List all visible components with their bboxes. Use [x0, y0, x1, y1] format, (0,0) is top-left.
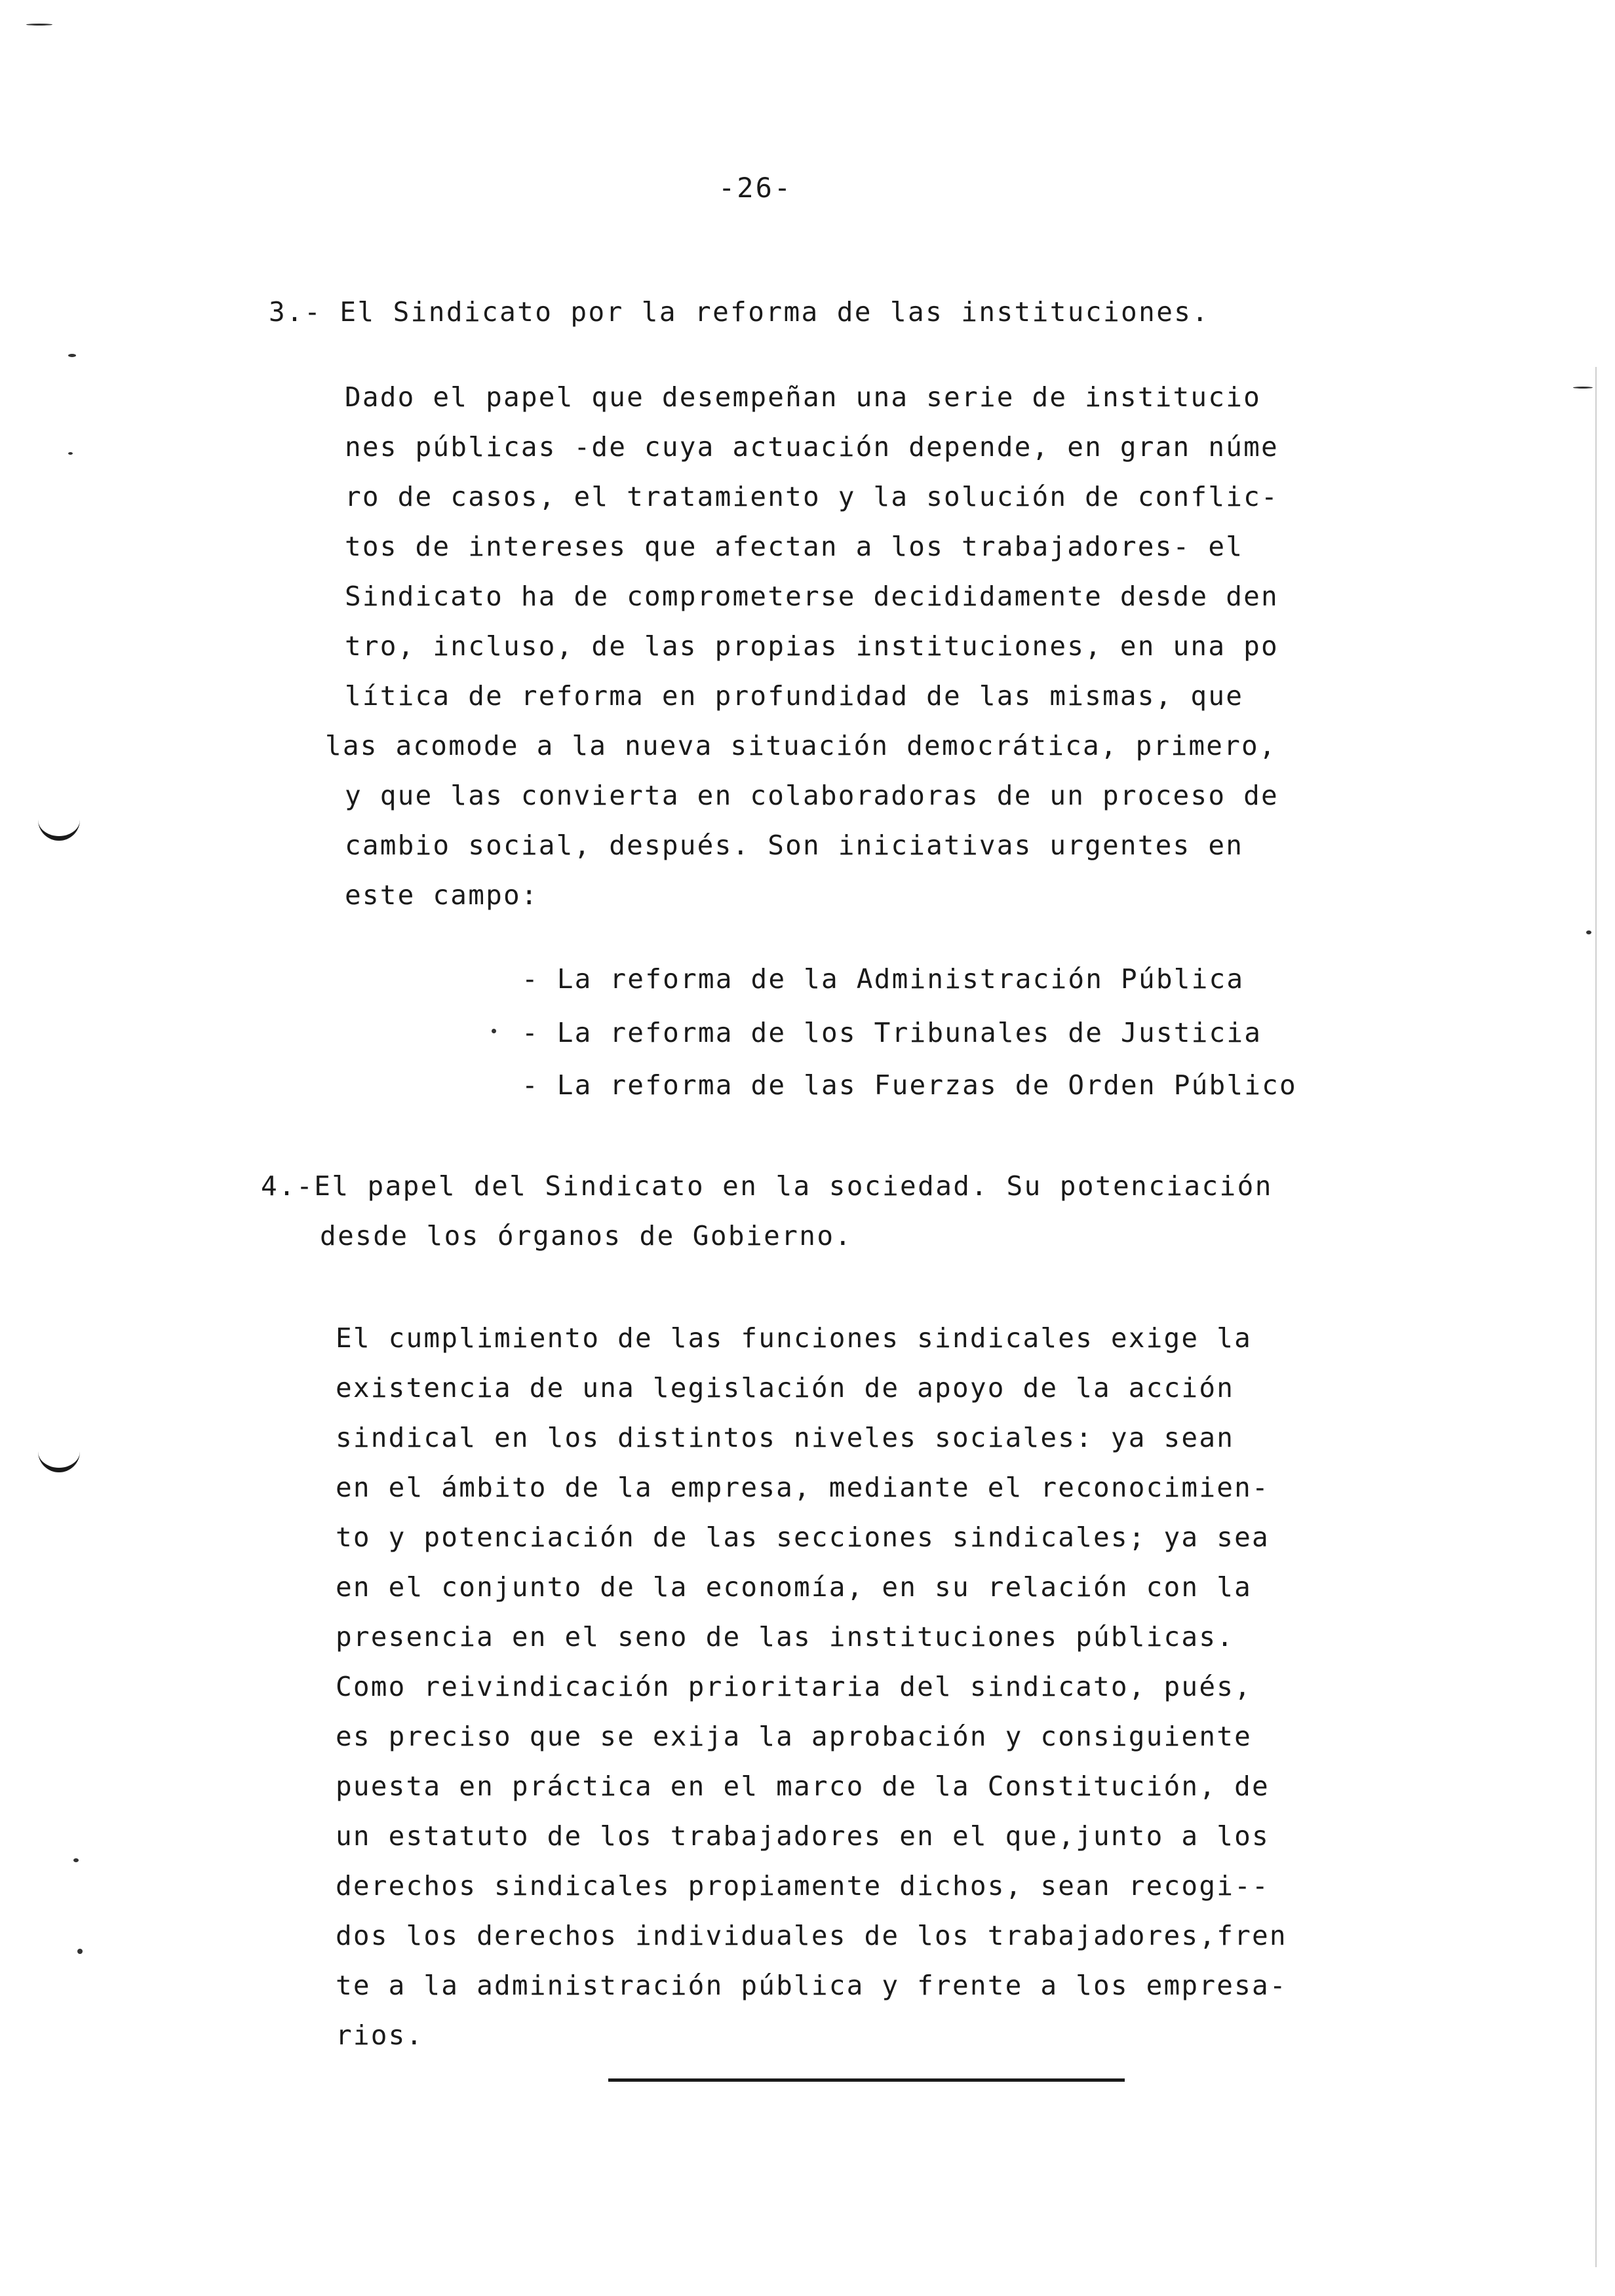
- paragraph-line: en el conjunto de la economía, en su relación con la: [336, 1571, 1252, 1603]
- paragraph-line: Sindicato ha de comprometerse decididamente desde den: [345, 581, 1279, 612]
- list-item: - La reforma de la Administración Pública: [522, 963, 1245, 995]
- paragraph-line: puesta en práctica en el marco de la Constitución, de: [336, 1770, 1270, 1802]
- scan-speck: [68, 452, 73, 455]
- paragraph-line: cambio social, después. Son iniciativas urgentes en: [345, 830, 1244, 861]
- paragraph-line: este campo:: [345, 879, 539, 911]
- section-4-heading-line: desde los órganos de Gobierno.: [320, 1220, 853, 1252]
- scan-speck: [1586, 930, 1591, 934]
- scan-speck: [68, 354, 76, 357]
- paragraph-line: derechos sindicales propiamente dichos, sean recogi--: [336, 1870, 1270, 1902]
- section-3-heading: 3.- El Sindicato por la reforma de las instituciones.: [269, 296, 1210, 328]
- paragraph-line: en el ámbito de la empresa, mediante el reconocimien-: [336, 1472, 1270, 1503]
- paragraph-line: Como reivindicación prioritaria del sindicato, pués,: [336, 1671, 1252, 1702]
- scan-speck: [1573, 387, 1593, 389]
- scan-speck: [26, 24, 52, 26]
- scan-edge: [1595, 367, 1597, 2267]
- section-4-heading-line: 4.-El papel del Sindicato en la sociedad. Su potenciación: [261, 1170, 1273, 1202]
- paragraph-line: tro, incluso, de las propias instituciones, en una po: [345, 630, 1279, 662]
- paragraph-line: las acomode a la nueva situación democrática, primero,: [325, 730, 1277, 761]
- punch-hole-mark: [38, 810, 80, 841]
- punch-hole-mark: [38, 1442, 80, 1472]
- scan-speck: [77, 1949, 83, 1954]
- list-item: - La reforma de los Tribunales de Justicia: [522, 1017, 1262, 1048]
- paragraph-line: un estatuto de los trabajadores en el que,junto a los: [336, 1820, 1270, 1852]
- paragraph-line: te a la administración pública y frente a los empresa-: [336, 1970, 1287, 2001]
- paragraph-line: to y potenciación de las secciones sindicales; ya sea: [336, 1521, 1270, 1553]
- page-number: -26-: [718, 172, 793, 204]
- paragraph-line: es preciso que se exija la aprobación y consiguiente: [336, 1721, 1252, 1752]
- list-item: - La reforma de las Fuerzas de Orden Público: [522, 1069, 1297, 1101]
- paragraph-line: presencia en el seno de las instituciones públicas.: [336, 1621, 1235, 1653]
- paragraph-line: ro de casos, el tratamiento y la solución de conflic-: [345, 481, 1279, 512]
- paragraph-line: El cumplimiento de las funciones sindicales exige la: [336, 1322, 1252, 1354]
- closing-rule: [608, 2078, 1125, 2082]
- paragraph-line: dos los derechos individuales de los trabajadores,fren: [336, 1920, 1287, 1951]
- paragraph-line: sindical en los distintos niveles sociales: ya sean: [336, 1422, 1235, 1453]
- paragraph-line: y que las convierta en colaboradoras de un proceso de: [345, 780, 1279, 811]
- scan-speck: [73, 1858, 79, 1862]
- scan-speck: [492, 1029, 496, 1033]
- paragraph-line: Dado el papel que desempeñan una serie de institucio: [345, 381, 1261, 413]
- paragraph-line: rios.: [336, 2019, 424, 2051]
- paragraph-line: lítica de reforma en profundidad de las mismas, que: [345, 680, 1244, 712]
- paragraph-line: tos de intereses que afectan a los trabajadores- el: [345, 531, 1244, 562]
- paragraph-line: nes públicas -de cuya actuación depende, en gran núme: [345, 431, 1279, 463]
- paragraph-line: existencia de una legislación de apoyo de la acción: [336, 1372, 1235, 1404]
